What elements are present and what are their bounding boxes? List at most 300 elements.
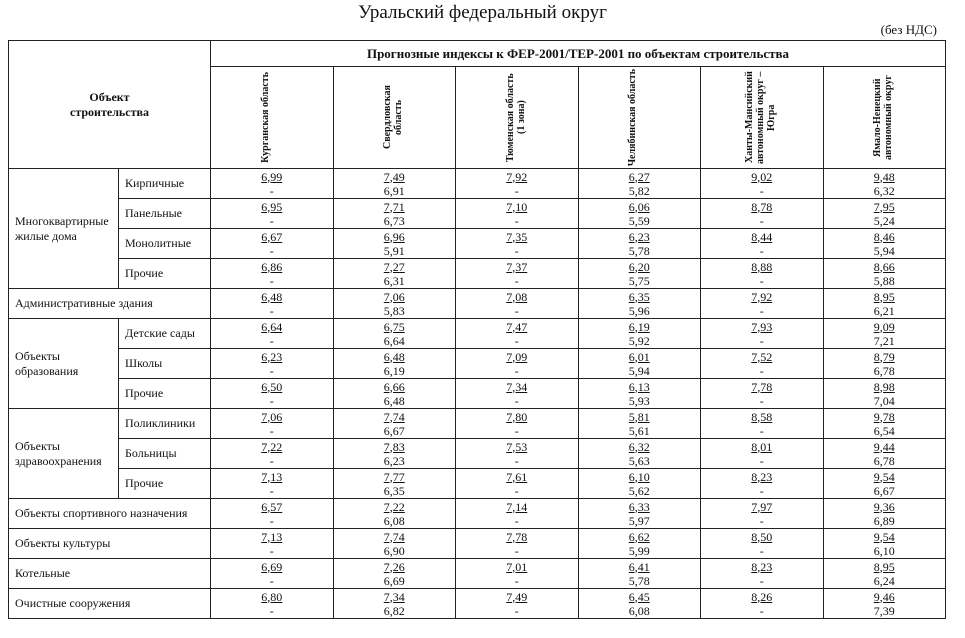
index-cell [701,349,824,379]
index-value-upper: 8,44 [751,229,773,244]
index-cell [578,259,701,289]
table-row [9,259,946,289]
region-header-label: Ямало-Ненецкий автономный округ [872,75,895,160]
index-cell [701,199,824,229]
index-value-lower: - [269,513,274,528]
index-cell [333,469,456,499]
index-value-upper: 7,34 [383,589,405,604]
index-value-lower: 7,21 [873,333,895,348]
index-value-upper: 6,95 [261,199,283,214]
index-value-upper: 6,86 [261,259,283,274]
index-value-lower: - [759,183,764,198]
index-value-upper: 7,80 [506,409,528,424]
index-value-upper: 7,74 [383,529,405,544]
index-cell [823,529,946,559]
index-cell [333,529,456,559]
index-value-upper: 9,36 [873,499,895,514]
index-value-lower: - [269,483,274,498]
index-cell [701,469,824,499]
index-value-lower: - [759,453,764,468]
index-cell [578,409,701,439]
table-row [9,499,946,529]
index-value-upper: 8,98 [873,379,895,394]
index-cell [578,529,701,559]
index-value-lower: - [759,363,764,378]
index-value-upper: 6,19 [628,319,650,334]
index-cell [823,169,946,199]
region-header [211,67,334,169]
index-value-lower: 6,23 [383,453,405,468]
index-value-upper: 6,10 [628,469,650,484]
index-value-upper: 6,62 [628,529,650,544]
index-value-lower: - [514,333,519,348]
index-value-upper: 7,09 [506,349,528,364]
index-value-upper: 6,23 [261,349,283,364]
index-cell [823,499,946,529]
index-cell [823,559,946,589]
index-value-upper: 5,81 [628,409,650,424]
index-value-upper: 7,06 [383,289,405,304]
object-group-label: Очистные сооружения [9,589,211,619]
index-value-upper: 9,44 [873,439,895,454]
object-subtype-label: Детские сады [119,319,211,349]
region-header [701,67,824,169]
index-cell [578,289,701,319]
index-value-lower: - [269,363,274,378]
index-value-upper: 8,95 [873,289,895,304]
object-group-label: Многоквартирные жилые дома [9,169,119,289]
index-value-upper: 6,80 [261,589,283,604]
index-value-lower: - [269,243,274,258]
index-value-upper: 8,23 [751,559,773,574]
index-cell [701,319,824,349]
object-subtype-label: Поликлиники [119,409,211,439]
index-cell [211,559,334,589]
index-value-lower: 5,97 [628,513,650,528]
index-value-lower: 6,19 [383,363,405,378]
index-value-upper: 7,10 [506,199,528,214]
index-cell [333,259,456,289]
index-value-lower: 6,35 [383,483,405,498]
region-header [333,67,456,169]
index-value-upper: 7,47 [506,319,528,334]
index-value-upper: 6,27 [628,169,650,184]
index-cell [823,259,946,289]
index-value-upper: 6,50 [261,379,283,394]
index-value-upper: 6,13 [628,379,650,394]
index-cell [456,379,579,409]
index-value-lower: - [759,543,764,558]
region-header-label: Тюменская область (1 зона) [504,73,527,162]
index-value-lower: - [269,273,274,288]
index-cell [823,409,946,439]
table-body [9,169,946,619]
index-cell [211,379,334,409]
index-value-upper: 8,26 [751,589,773,604]
index-value-lower: 6,64 [383,333,405,348]
index-cell [211,169,334,199]
index-value-lower: 5,99 [628,543,650,558]
index-value-lower: - [269,573,274,588]
index-value-lower: - [759,213,764,228]
index-value-upper: 7,52 [751,349,773,364]
object-header [9,41,211,169]
object-subtype-label: Монолитные [119,229,211,259]
index-value-lower: - [759,393,764,408]
index-cell [701,379,824,409]
index-value-upper: 6,75 [383,319,405,334]
index-value-lower: 6,89 [873,513,895,528]
index-value-upper: 7,95 [873,199,895,214]
index-cell [211,439,334,469]
index-value-lower: 5,59 [628,213,650,228]
index-value-lower: 6,54 [873,423,895,438]
index-cell [211,349,334,379]
index-cell [701,529,824,559]
index-value-lower: 6,08 [628,603,650,618]
region-header [823,67,946,169]
index-cell [211,289,334,319]
table-row [9,439,946,469]
index-value-lower: 6,90 [383,543,405,558]
index-value-lower: 6,91 [383,183,405,198]
index-value-lower: - [759,333,764,348]
index-value-lower: 5,75 [628,273,650,288]
index-value-upper: 7,27 [383,259,405,274]
index-cell [701,559,824,589]
index-cell [333,379,456,409]
object-group-label: Административные здания [9,289,211,319]
index-value-lower: - [759,603,764,618]
index-value-lower: - [514,363,519,378]
index-value-lower: - [269,603,274,618]
object-subtype-label: Панельные [119,199,211,229]
index-value-lower: 6,67 [873,483,895,498]
index-value-lower: - [759,573,764,588]
index-value-upper: 7,37 [506,259,528,274]
vat-note: (без НДС) [880,22,937,37]
index-value-upper: 6,67 [261,229,283,244]
index-value-lower: - [759,483,764,498]
index-cell [333,199,456,229]
index-value-lower: - [269,213,274,228]
index-value-lower: 6,21 [873,303,895,318]
index-value-lower: - [759,243,764,258]
index-value-upper: 7,01 [506,559,528,574]
table-row [9,289,946,319]
index-cell [456,469,579,499]
index-cell [578,319,701,349]
index-cell [456,439,579,469]
index-value-lower: - [514,213,519,228]
index-cell [456,169,579,199]
index-value-upper: 7,83 [383,439,405,454]
region-header-label: Челябинская область [627,68,639,167]
index-value-lower: 5,88 [873,273,895,288]
index-cell [211,409,334,439]
index-value-lower: - [759,303,764,318]
index-cell [333,559,456,589]
index-value-upper: 6,57 [261,499,283,514]
index-value-lower: 6,31 [383,273,405,288]
index-cell [456,499,579,529]
object-subtype-label: Прочие [119,259,211,289]
index-value-upper: 7,53 [506,439,528,454]
index-value-lower: - [514,603,519,618]
object-subtype-label: Больницы [119,439,211,469]
region-header-label: Курганская область [259,72,271,163]
index-value-lower: 6,69 [383,573,405,588]
index-value-upper: 7,13 [261,529,283,544]
index-cell [333,349,456,379]
object-subtype-label: Кирпичные [119,169,211,199]
index-value-upper: 6,23 [628,229,650,244]
index-value-lower: - [514,423,519,438]
index-value-upper: 6,35 [628,289,650,304]
index-value-upper: 8,58 [751,409,773,424]
object-subtype-label: Прочие [119,469,211,499]
index-value-upper: 9,46 [873,589,895,604]
index-cell [578,499,701,529]
index-value-upper: 6,33 [628,499,650,514]
index-value-upper: 9,54 [873,469,895,484]
index-value-upper: 7,74 [383,409,405,424]
index-value-lower: 6,32 [873,183,895,198]
index-value-upper: 6,99 [261,169,283,184]
index-cell [211,499,334,529]
index-value-lower: 5,61 [628,423,650,438]
index-value-upper: 6,64 [261,319,283,334]
table-row [9,229,946,259]
index-value-upper: 7,71 [383,199,405,214]
index-value-upper: 7,35 [506,229,528,244]
index-value-lower: - [514,483,519,498]
index-value-upper: 7,78 [751,379,773,394]
index-value-lower: 5,78 [628,573,650,588]
index-cell [456,289,579,319]
index-value-upper: 7,92 [751,289,773,304]
index-cell [823,439,946,469]
index-value-lower: 6,78 [873,453,895,468]
index-value-lower: 6,10 [873,543,895,558]
index-value-upper: 8,78 [751,199,773,214]
index-cell [823,229,946,259]
object-header-label: Объект строительства [70,89,149,119]
index-value-upper: 6,41 [628,559,650,574]
index-value-lower: 6,08 [383,513,405,528]
index-value-upper: 7,93 [751,319,773,334]
table-row [9,169,946,199]
index-value-lower: 6,82 [383,603,405,618]
index-value-upper: 7,92 [506,169,528,184]
index-value-lower: - [759,273,764,288]
index-value-lower: - [269,393,274,408]
index-cell [211,589,334,619]
index-value-lower: - [759,423,764,438]
index-cell [333,319,456,349]
index-value-upper: 9,54 [873,529,895,544]
index-cell [823,199,946,229]
index-value-lower: 6,24 [873,573,895,588]
index-cell [456,229,579,259]
index-value-upper: 8,95 [873,559,895,574]
index-value-lower: 6,48 [383,393,405,408]
index-value-upper: 7,26 [383,559,405,574]
region-header [456,67,579,169]
index-value-upper: 8,01 [751,439,773,454]
object-subtype-label: Школы [119,349,211,379]
page-title: Уральский федеральный округ [358,2,607,23]
index-cell [211,469,334,499]
index-value-lower: - [269,453,274,468]
index-value-lower: - [269,423,274,438]
index-cell [823,289,946,319]
index-value-upper: 7,61 [506,469,528,484]
index-cell [578,589,701,619]
index-cell [333,169,456,199]
index-value-lower: 5,92 [628,333,650,348]
index-cell [333,409,456,439]
index-value-upper: 7,34 [506,379,528,394]
index-value-upper: 8,88 [751,259,773,274]
index-cell [333,439,456,469]
index-value-lower: 5,82 [628,183,650,198]
index-value-upper: 7,08 [506,289,528,304]
index-cell [211,199,334,229]
table-row [9,529,946,559]
index-value-lower: - [269,183,274,198]
index-value-lower: 5,94 [873,243,895,258]
indices-header: Прогнозные индексы к ФЕР-2001/ТЕР-2001 по объектам строительства [211,41,946,67]
index-cell [456,529,579,559]
index-value-lower: - [514,573,519,588]
index-cell [823,589,946,619]
index-value-upper: 7,06 [261,409,283,424]
index-value-lower: 5,62 [628,483,650,498]
object-group-label: Котельные [9,559,211,589]
index-value-upper: 9,78 [873,409,895,424]
index-cell [823,469,946,499]
index-cell [578,229,701,259]
index-cell [578,439,701,469]
index-value-lower: 6,73 [383,213,405,228]
index-value-lower: - [514,243,519,258]
index-value-upper: 6,06 [628,199,650,214]
index-value-upper: 8,79 [873,349,895,364]
table-row [9,349,946,379]
index-value-upper: 7,22 [383,499,405,514]
index-table [8,40,946,619]
index-value-upper: 7,77 [383,469,405,484]
index-cell [823,379,946,409]
index-value-upper: 6,66 [383,379,405,394]
index-value-upper: 8,23 [751,469,773,484]
table-row [9,199,946,229]
index-cell [578,469,701,499]
index-value-lower: - [514,273,519,288]
region-header-label: Ханты-Мансийский автономный округ – Югра [743,71,777,164]
index-value-lower: - [514,393,519,408]
region-header-label: Свердловская область [382,85,405,150]
index-value-lower: - [269,333,274,348]
object-subtype-label: Прочие [119,379,211,409]
index-cell [456,349,579,379]
index-value-upper: 9,02 [751,169,773,184]
table-row [9,319,946,349]
index-value-lower: 5,91 [383,243,405,258]
index-value-upper: 6,20 [628,259,650,274]
index-value-lower: - [514,513,519,528]
index-cell [701,589,824,619]
index-value-upper: 9,48 [873,169,895,184]
index-value-lower: - [514,303,519,318]
object-group-label: Объекты здравоохранения [9,409,119,499]
index-value-lower: 5,94 [628,363,650,378]
index-cell [701,259,824,289]
index-cell [578,559,701,589]
index-cell [456,199,579,229]
index-value-upper: 7,49 [383,169,405,184]
index-cell [578,379,701,409]
index-value-upper: 7,78 [506,529,528,544]
index-cell [578,169,701,199]
index-cell [701,409,824,439]
index-cell [456,259,579,289]
index-value-upper: 9,09 [873,319,895,334]
index-value-upper: 8,50 [751,529,773,544]
index-cell [211,229,334,259]
index-value-lower: - [269,543,274,558]
table-row [9,409,946,439]
index-value-upper: 8,66 [873,259,895,274]
index-value-upper: 6,96 [383,229,405,244]
index-cell [456,409,579,439]
region-header [578,67,701,169]
index-value-lower: 5,63 [628,453,650,468]
index-value-lower: 5,78 [628,243,650,258]
index-value-lower: 5,83 [383,303,405,318]
index-value-lower: - [269,303,274,318]
object-group-label: Объекты культуры [9,529,211,559]
index-value-upper: 8,46 [873,229,895,244]
index-cell [701,289,824,319]
table-row [9,589,946,619]
index-cell [333,499,456,529]
index-value-upper: 6,69 [261,559,283,574]
index-value-upper: 6,48 [383,349,405,364]
index-value-upper: 7,13 [261,469,283,484]
index-cell [456,319,579,349]
index-value-upper: 6,32 [628,439,650,454]
index-cell [211,259,334,289]
index-value-upper: 6,45 [628,589,650,604]
index-cell [701,439,824,469]
index-cell [456,559,579,589]
table-row [9,469,946,499]
object-group-label: Объекты спортивного назначения [9,499,211,529]
index-cell [333,229,456,259]
index-value-upper: 6,01 [628,349,650,364]
index-value-lower: 7,39 [873,603,895,618]
index-value-lower: 5,93 [628,393,650,408]
index-value-lower: 5,24 [873,213,895,228]
index-value-lower: - [514,183,519,198]
index-value-lower: 6,78 [873,363,895,378]
index-value-lower: 7,04 [873,393,895,408]
index-cell [333,289,456,319]
index-value-lower: - [514,543,519,558]
index-cell [823,349,946,379]
